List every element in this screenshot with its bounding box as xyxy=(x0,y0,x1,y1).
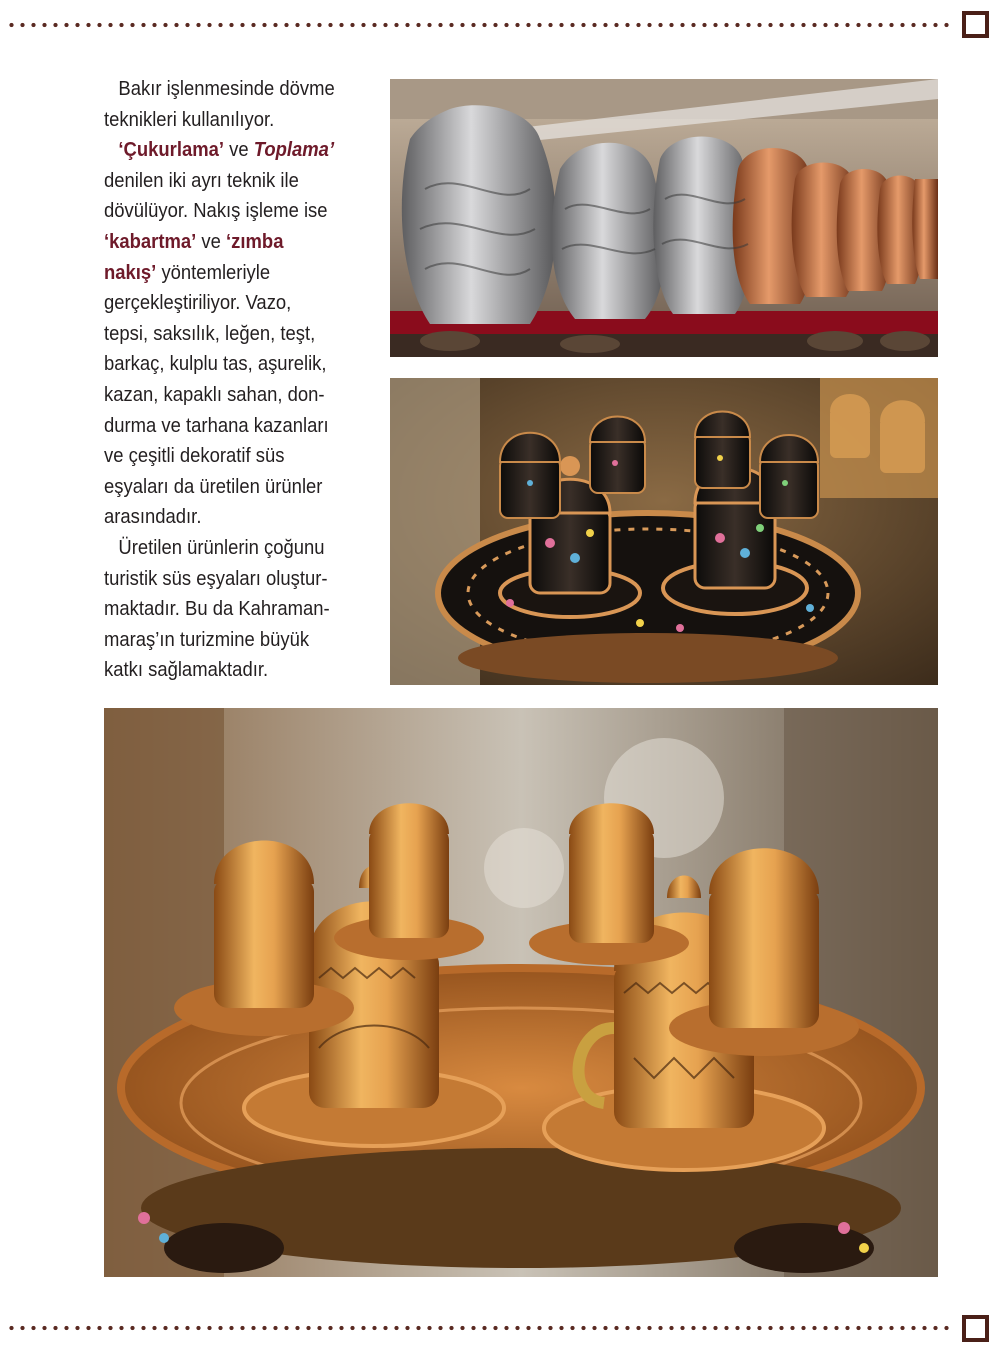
paragraph-2-text-a: denilen iki ayrı teknik ile dövülüyor. Nakış işleme ise xyxy=(104,168,328,223)
paragraph-3-text: Üretilen ürünlerin çoğunu turistik süs eşyaları oluşturmaktadır. Bu da Kahramanmaraş’ın turizmine büyük katkı sağlamaktadır. xyxy=(104,535,330,682)
article-text xyxy=(104,74,340,686)
term-toplama: Toplama’ xyxy=(253,138,335,162)
paragraph-1-text: Bakır işlenmesinde dövme teknikleri kullanılıyor. xyxy=(104,77,335,131)
paragraph-1 xyxy=(104,74,340,135)
photo-copper-coffee-set xyxy=(104,708,938,1277)
paragraph-2 xyxy=(104,135,340,533)
term-kabartma: ‘kabartma’ xyxy=(104,229,197,253)
bottom-dotted-border xyxy=(6,1325,954,1331)
top-dotted-border xyxy=(6,22,954,28)
conj-1: ve xyxy=(224,138,254,162)
paragraph-2-text-b: yöntemleriyle gerçekleştiriliyor. Vazo, tepsi, saksılık, leğen, teşt, barkaç, kulplu tas, aşurelik, kazan, kapaklı sahan, dondurma ve tarhana kazanları ve çeşitli dekoratif süs eşyaları da üretilen ürünler arasındadır. xyxy=(104,260,329,529)
conj-2: ve xyxy=(196,229,227,253)
term-zimba-nakis: ‘zımba nakış’ xyxy=(104,229,284,284)
photo-metal-jugs xyxy=(390,79,938,357)
paragraph-3 xyxy=(104,533,340,686)
term-cukurlama: ‘Çukurlama’ xyxy=(118,138,225,162)
photo-enamel-coffee-set xyxy=(390,378,938,685)
bottom-corner-square xyxy=(962,1315,989,1342)
top-corner-square xyxy=(962,11,989,38)
